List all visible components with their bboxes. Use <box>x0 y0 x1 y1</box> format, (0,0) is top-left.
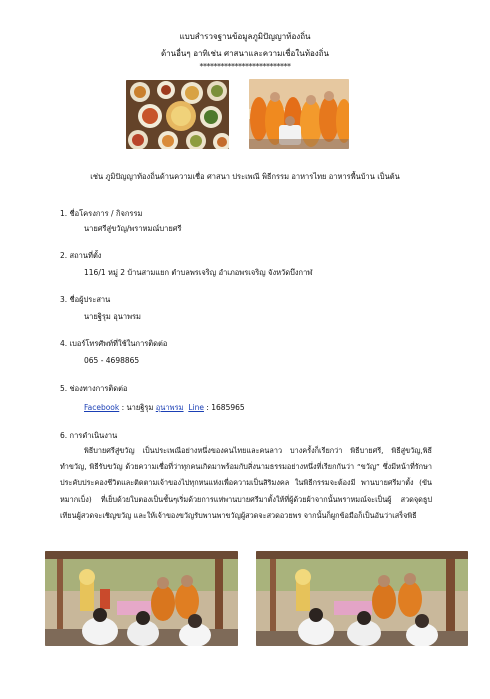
section-4-heading: 4. เบอร์โทรศัพท์ที่ใช้ในการติดต่อ <box>60 339 168 348</box>
location-address: 116/1 หมู่ 2 บ้านสามแยก ตำบลพรเจริญ อำเภอพรเจริญ จังหวัดบึงกาฬ <box>84 268 313 277</box>
operation-text: พิธีบายศรีสู่ขวัญ เป็นประเพณีอย่างหนึ่งของคนไทยและคนลาว บางครั้งก็เรียกว่า พิธีบายศรี, พิธีสู่ขวัญ,พิธีทำขวัญ, พิธีรับขวัญ ด้วยความเชื่อที่ว่าทุกคนเกิดมาพร้อมกับสิ่งนามธรรมอย่างหนึ่งที่เรียกกันว่า “ขวัญ” ซึ่งมีหน้าที่รักษาประคับประคองชีวิตและติดตามเจ้าของไปทุกหนแห่งเพื่อความเป็นสิริมงคล ในพิธีกรรมจะต้องมี พานบายศรีมาตั้ง (ขันหมากเบ็ง) ที่เย็บด้วยใบตองเป็นชั้นๆเริ่มด้วยการแห่พานบายศรีมาตั้งให้ที่ผู้ด้วยผ้าจากนั้นพราหมณ์จะเป็นผู้ สวดจุดธูปเทียนผู้สวดจะเชิญขวัญ และให้เจ้าของขวัญรับพานพาขวัญผู้สวดจะสวดอวยพร จากนั้นก็ผูกข้อมือก็เป็นอันว่าเสร็จพิธี <box>60 446 432 520</box>
line-link[interactable]: Line <box>188 403 204 412</box>
section-3-heading: 3. ชื่อผู้ประสาน <box>60 295 111 304</box>
facebook-link[interactable]: Facebook <box>84 403 120 412</box>
monks-alms-photo <box>249 79 349 149</box>
document-subtitle: ด้านอื่นๆ อาทิเช่น ศาสนาและความเชื่อในท้องถิ่น <box>160 49 330 58</box>
section-1-heading: 1. ชื่อโครงการ / กิจกรรม <box>60 209 143 218</box>
section-6-heading: 6. การดำเนินงาน <box>60 431 118 440</box>
facebook-account: : นายฐิรุม <box>119 403 156 412</box>
contact-channels <box>84 402 245 414</box>
title-separator: ************************** <box>199 62 291 71</box>
baisri-ceremony-photo-right <box>256 551 468 646</box>
project-name: นายศรีสู่ขวัญ/พราหมณ์บายศรี <box>84 224 182 233</box>
intro-text: เช่น ภูมิปัญญาท้องถิ่นด้านความเชื่อ ศาสนา ประเพณี พิธีกรรม อาหารไทย อาหารพื้นบ้าน เป็นต้น <box>90 172 400 181</box>
coordinator-name: นายฐิรุม อุนาพรม <box>84 312 141 321</box>
line-id: : 1685965 <box>203 403 245 412</box>
operation-paragraph <box>60 443 432 524</box>
section-2-heading: 2. สถานที่ตั้ง <box>60 251 102 260</box>
document-title: แบบสำรวจฐานข้อมูลภูมิปัญญาท้องถิ่น <box>179 32 311 41</box>
phone-number: 065 - 4698865 <box>84 356 140 365</box>
baisri-ceremony-photo-left <box>45 551 238 646</box>
line-name-link[interactable]: อุนาพรม <box>155 403 184 412</box>
section-5-heading: 5. ช่องทางการติดต่อ <box>60 384 128 393</box>
thai-food-photo <box>126 80 229 149</box>
